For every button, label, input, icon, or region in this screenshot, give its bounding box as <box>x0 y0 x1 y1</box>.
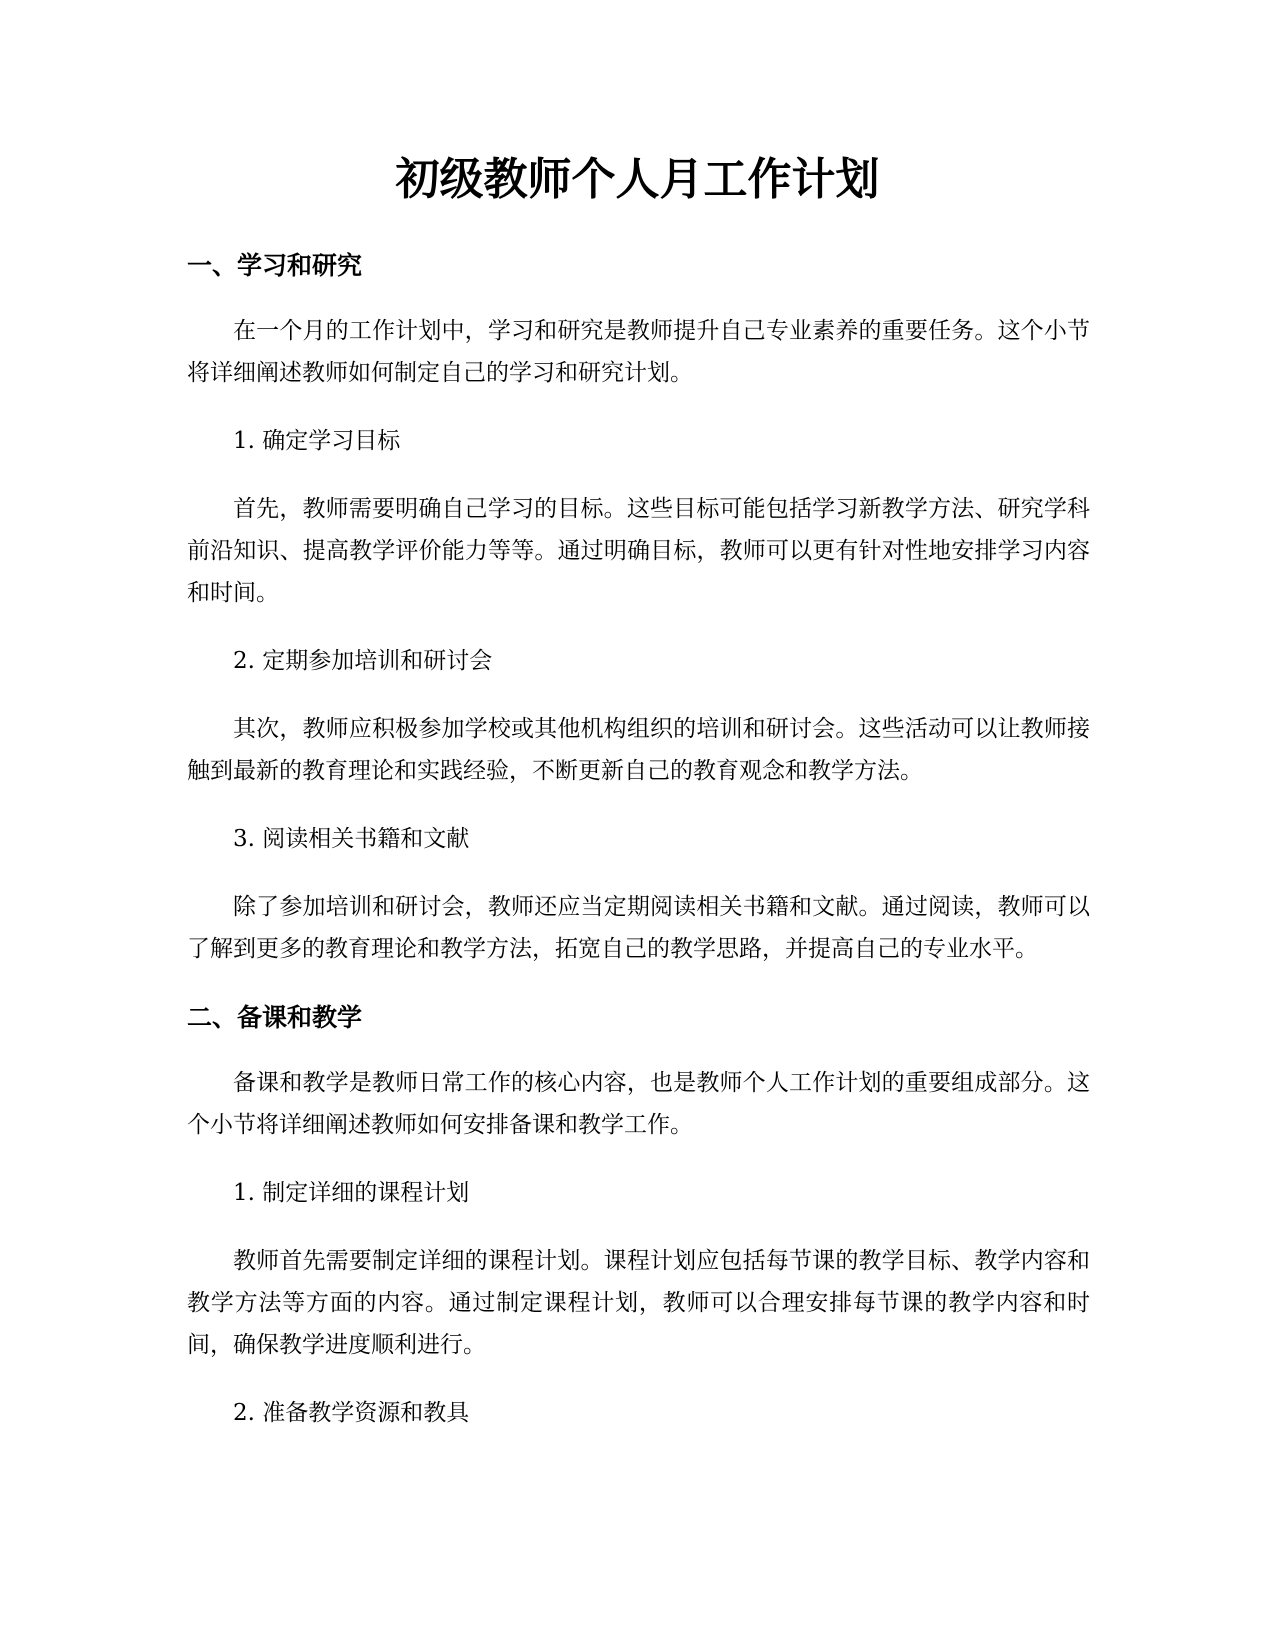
section-heading-lesson-teaching: 二、备课和教学 <box>187 1003 363 1032</box>
body-paragraph: 除了参加培训和研讨会，教师还应当定期阅读相关书籍和文献。通过阅读，教师可以了解到更多的教育理论和教学方法，拓宽自己的教学思路，并提高自己的专业水平。 <box>187 894 1090 962</box>
section-intro-paragraph: 在一个月的工作计划中，学习和研究是教师提升自己专业素养的重要任务。这个小节将详细阐述教师如何制定自己的学习和研究计划。 <box>187 318 1090 386</box>
section-heading-study-research: 一、学习和研究 <box>187 251 363 280</box>
section-intro-paragraph: 备课和教学是教师日常工作的核心内容，也是教师个人工作计划的重要组成部分。这个小节将详细阐述教师如何安排备课和教学工作。 <box>187 1070 1090 1138</box>
document-title: 初级教师个人月工作计划 <box>395 154 880 205</box>
body-paragraph: 其次，教师应积极参加学校或其他机构组织的培训和研讨会。这些活动可以让教师接触到最新的教育理论和实践经验，不断更新自己的教育观念和教学方法。 <box>187 716 1090 784</box>
subsection-title: 3. 阅读相关书籍和文献 <box>233 826 470 852</box>
subsection-title: 1. 确定学习目标 <box>233 428 401 454</box>
subsection-title: 1. 制定详细的课程计划 <box>233 1180 470 1206</box>
subsection-title: 2. 定期参加培训和研讨会 <box>233 648 493 674</box>
document-body <box>187 248 1090 1434</box>
body-paragraph: 教师首先需要制定详细的课程计划。课程计划应包括每节课的教学目标、教学内容和教学方法等方面的内容。通过制定课程计划，教师可以合理安排每节课的教学内容和时间，确保教学进度顺利进行。 <box>187 1248 1090 1358</box>
subsection-title: 2. 准备教学资源和教具 <box>233 1400 470 1426</box>
body-paragraph: 首先，教师需要明确自己学习的目标。这些目标可能包括学习新教学方法、研究学科前沿知识、提高教学评价能力等等。通过明确目标，教师可以更有针对性地安排学习内容和时间。 <box>187 496 1090 606</box>
